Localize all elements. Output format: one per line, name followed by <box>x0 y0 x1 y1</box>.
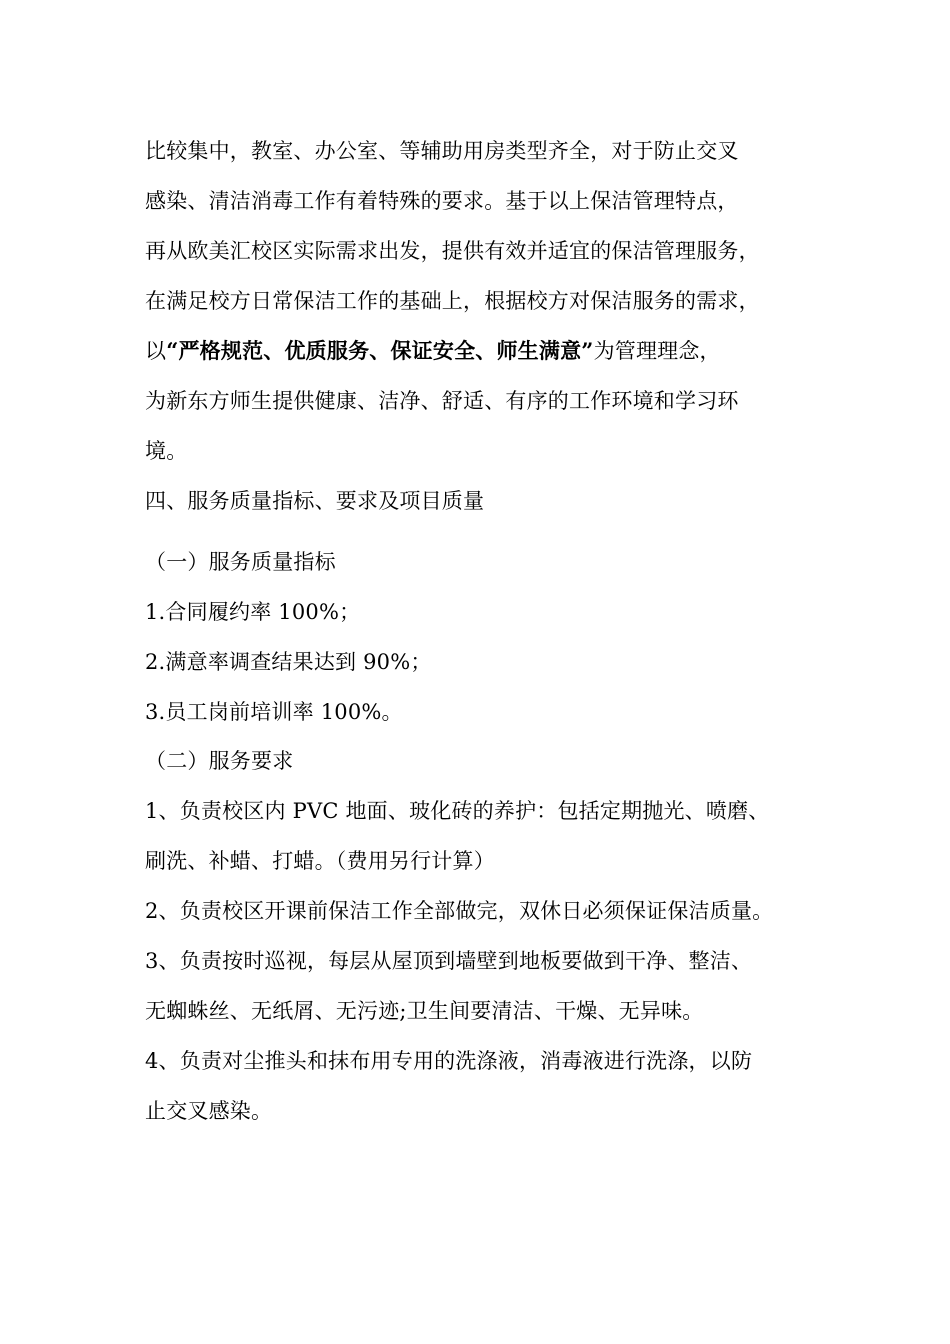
section-4-heading: 四、服务质量指标、要求及项目质量 <box>145 489 485 513</box>
requirement-4-line-1: 4、负责对尘推头和抹布用专用的洗涤液，消毒液进行洗涤，以防 <box>145 1049 753 1073</box>
requirement-3-line-2: 无蜘蛛丝、无纸屑、无污迹;卫生间要清洁、干燥、无异味。 <box>145 999 704 1023</box>
intro-line-2: 感染、清洁消毒工作有着特殊的要求。基于以上保洁管理特点， <box>145 189 739 213</box>
intro-line-1: 比较集中，教室、办公室、等辅助用房类型齐全，对于防止交叉 <box>145 139 739 163</box>
requirement-1-line-1: 1、负责校区内 PVC 地面、玻化砖的养护：包括定期抛光、喷磨、 <box>145 799 770 823</box>
management-philosophy: “严格规范、优质服务、保证安全、师生满意” <box>166 338 594 363</box>
intro-line-7: 境。 <box>145 439 188 463</box>
intro-line-6: 为新东方师生提供健康、洁净、舒适、有序的工作环境和学习环 <box>145 389 739 413</box>
intro-line-4: 在满足校方日常保洁工作的基础上，根据校方对保洁服务的需求， <box>145 289 760 313</box>
requirement-4-line-2: 止交叉感染。 <box>145 1099 273 1123</box>
intro-line-3: 再从欧美汇校区实际需求出发，提供有效并适宜的保洁管理服务， <box>145 239 760 263</box>
quality-item-2: 2.满意率调查结果达到 90%； <box>145 650 432 674</box>
intro-line-5-suffix: 为管理理念， <box>593 339 721 363</box>
requirement-2-line-1: 2、负责校区开课前保洁工作全部做完，双休日必须保证保洁质量。 <box>145 899 774 923</box>
subsection-1-heading: （一）服务质量指标 <box>145 550 336 574</box>
intro-line-5 <box>145 336 721 366</box>
requirement-3-line-1: 3、负责按时巡视，每层从屋顶到墙壁到地板要做到干净、整洁、 <box>145 949 753 973</box>
requirement-1-line-2: 刷洗、补蜡、打蜡。（费用另行计算） <box>145 849 495 873</box>
quality-item-1: 1.合同履约率 100%； <box>145 600 361 624</box>
subsection-2-heading: （二）服务要求 <box>145 749 294 773</box>
quality-item-3: 3.员工岗前培训率 100%。 <box>145 700 403 724</box>
intro-line-5-prefix: 以 <box>145 339 167 363</box>
